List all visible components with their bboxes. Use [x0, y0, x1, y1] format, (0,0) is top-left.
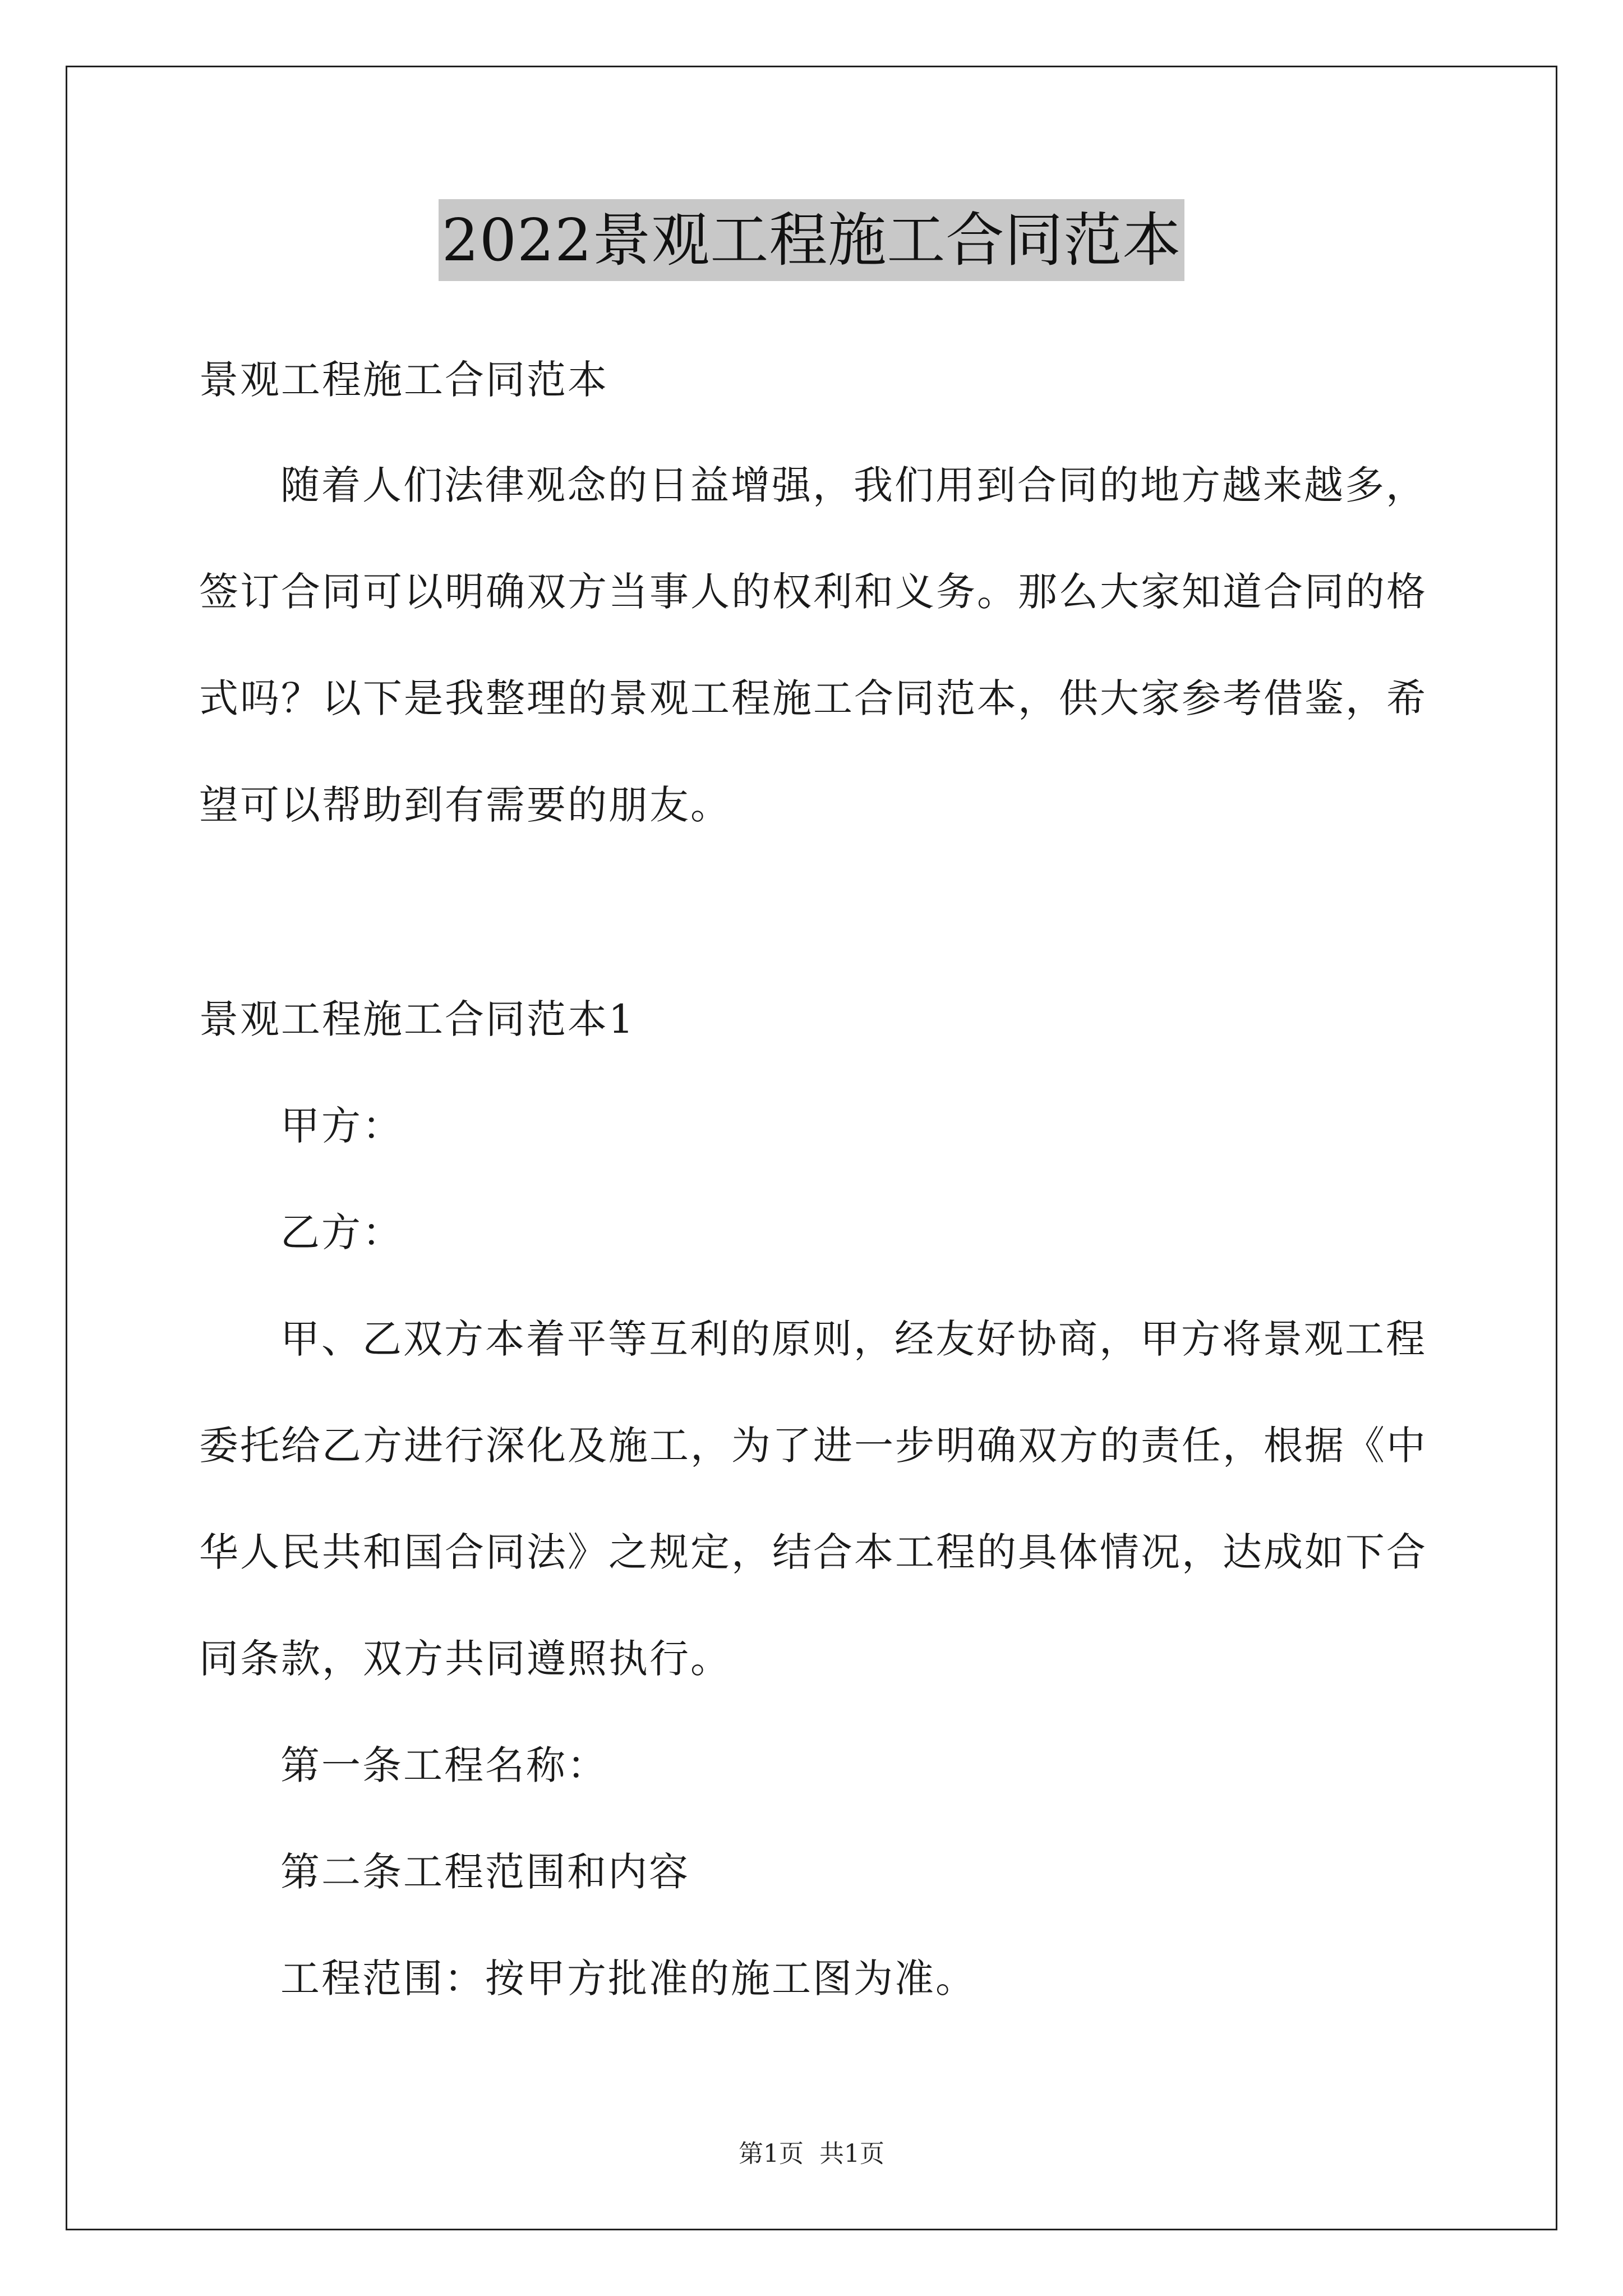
- section-heading: 景观工程施工合同范本1: [199, 996, 635, 1042]
- agreement-paragraph-line-1: 甲、乙双方本着平等互利的原则，经友好协商，甲方将景观工程: [280, 1316, 1427, 1362]
- title-container: [0, 199, 1623, 281]
- document-title: 2022景观工程施工合同范本: [439, 199, 1185, 281]
- intro-paragraph-line-2: 签订合同可以明确双方当事人的权利和义务。那么大家知道合同的格: [199, 569, 1427, 615]
- page-footer: [0, 2138, 1623, 2170]
- article-1-heading: 第一条工程名称：: [280, 1742, 608, 1788]
- article-2-heading: 第二条工程范围和内容: [280, 1849, 690, 1895]
- agreement-paragraph-line-4: 同条款，双方共同遵照执行。: [199, 1636, 731, 1682]
- scope-statement: 工程范围：按甲方批准的施工图为准。: [280, 1955, 976, 2001]
- party-b-label: 乙方：: [280, 1209, 403, 1255]
- intro-paragraph-line-3: 式吗？以下是我整理的景观工程施工合同范本，供大家参考借鉴，希: [199, 675, 1427, 721]
- page-total: 共1页: [819, 2139, 884, 2168]
- intro-heading: 景观工程施工合同范本: [199, 357, 608, 403]
- agreement-paragraph-line-2: 委托给乙方进行深化及施工，为了进一步明确双方的责任，根据《中: [199, 1423, 1427, 1469]
- agreement-paragraph-line-3: 华人民共和国合同法》之规定，结合本工程的具体情况，达成如下合: [199, 1529, 1427, 1575]
- intro-paragraph-line-1: 随着人们法律观念的日益增强，我们用到合同的地方越来越多，: [280, 462, 1427, 508]
- party-a-label: 甲方：: [280, 1103, 403, 1149]
- page-number: 第1页: [739, 2139, 804, 2168]
- intro-paragraph-line-4: 望可以帮助到有需要的朋友。: [199, 782, 731, 828]
